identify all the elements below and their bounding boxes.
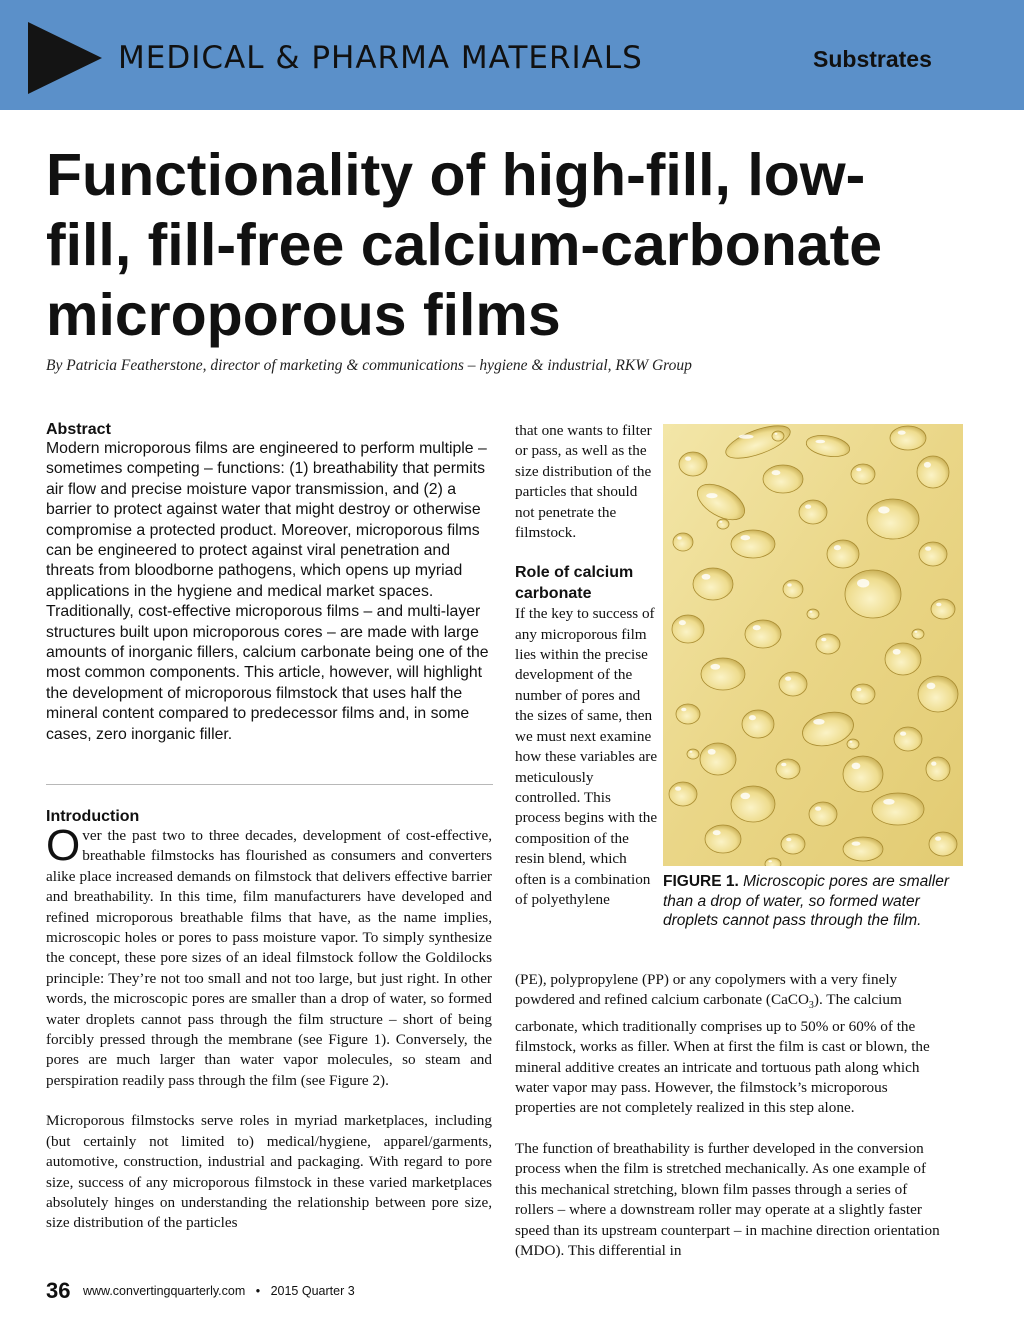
role-text-wide-pre: (PE), polypropylene (PP) or any copolymers with a very finely powdered and refined calcium carbonate (CaCO xyxy=(515,971,898,1009)
role-text-narrow: If the key to success of any microporous film lies within the precise development of the number of pores and the sizes of same, then we must next examine how these variables are meticulously controlled. This process begins with the composition of the resin blend, which often is a combination of polyethylene xyxy=(515,605,658,908)
water-droplet xyxy=(845,570,901,618)
water-droplet xyxy=(776,759,800,779)
droplet-highlight xyxy=(893,649,901,655)
droplet-highlight xyxy=(677,536,681,539)
water-droplet xyxy=(783,580,803,598)
water-droplet xyxy=(742,710,774,738)
subsection-title: Substrates xyxy=(813,46,932,72)
water-droplet xyxy=(872,793,924,825)
droplet-highlight xyxy=(898,430,906,434)
page-footer xyxy=(46,1278,355,1304)
water-droplet xyxy=(799,500,827,524)
droplet-highlight xyxy=(936,603,941,607)
water-droplet xyxy=(912,629,924,639)
water-droplet xyxy=(731,530,775,558)
water-droplet xyxy=(672,615,704,643)
droplet-highlight xyxy=(805,504,811,508)
droplet-highlight xyxy=(834,545,841,550)
droplet-highlight xyxy=(719,521,722,523)
water-droplets-illustration xyxy=(663,424,963,866)
abstract-heading: Abstract xyxy=(46,421,111,438)
water-droplet xyxy=(809,802,837,826)
water-droplet xyxy=(894,727,922,751)
water-droplet xyxy=(867,499,919,539)
introduction-paragraph-2: Microporous filmstocks serve roles in myriad marketplaces, including (but certainly not limited to) medical/hygiene, apparel/garments, automotive, construction, industrial and packaging. With regard to pore size, success of any microporous filmstock in these varied marketplaces absolutely hinges on understanding the relationship between pore size, size distribution of the particles xyxy=(46,1112,492,1232)
droplet-highlight xyxy=(849,741,852,743)
role-heading: Role of calcium carbonate xyxy=(515,564,634,602)
water-droplet xyxy=(717,519,729,529)
water-droplet xyxy=(687,749,699,759)
droplet-highlight xyxy=(713,830,721,835)
water-droplet xyxy=(917,456,949,488)
droplet-highlight xyxy=(774,433,777,435)
droplet-highlight xyxy=(679,620,686,625)
water-droplet xyxy=(926,757,950,781)
water-droplet xyxy=(705,825,741,853)
water-droplet xyxy=(731,786,775,822)
figure-caption-text: Microscopic pores are smaller than a drop of water, so formed water droplets cannot pass through the film. xyxy=(663,873,949,929)
droplet-highlight xyxy=(856,688,861,692)
droplet-highlight xyxy=(927,683,936,689)
water-droplet xyxy=(827,540,859,568)
figure-1-photo xyxy=(663,424,963,866)
water-droplet xyxy=(772,431,784,441)
water-droplet xyxy=(851,684,875,704)
water-droplet xyxy=(919,542,947,566)
breathability-paragraph: The function of breathability is further developed in the conversion process when the film is stretched mechanically. As one example of this mechanical stretching, blown film passes through a series of rollers – where a downstream roller may operate at a slightly faster speed than its upstream counterpart – in machine direction orientation (MDO). This differential in xyxy=(515,1139,940,1259)
droplet-highlight xyxy=(883,799,894,805)
droplet-highlight xyxy=(702,574,711,580)
water-droplet xyxy=(931,599,955,619)
droplet-highlight xyxy=(708,749,716,755)
continued-text: that one wants to filter or pass, as well as the size distribution of the particles that should not penetrate the filmstock. xyxy=(515,422,652,542)
droplet-highlight xyxy=(739,434,754,438)
page-number: 36 xyxy=(46,1278,71,1303)
droplet-highlight xyxy=(935,836,941,840)
drop-cap: O xyxy=(46,821,81,870)
water-droplet xyxy=(816,634,840,654)
water-droplet xyxy=(669,782,697,806)
droplet-highlight xyxy=(710,664,720,670)
role-text-wide xyxy=(515,970,947,1119)
water-droplet xyxy=(843,837,883,861)
droplet-highlight xyxy=(857,579,869,588)
droplet-highlight xyxy=(749,715,756,720)
droplet-highlight xyxy=(809,611,812,613)
abstract-text: Modern microporous films are engineered to perform multiple – sometimes competing – functions: (1) breathability that permits air flow and precise moisture vapor transmission, and (2) a barrier to protect against water that might destroy or otherwise compromise a protected product. Moreover, microporous films can be engineered to protect against viral penetration and threats from bloodborne pathogens, which opens up myriad applications in the hygiene and medical market spaces. Traditionally, cost-effective microporous films – and multi-layer structures built upon microporous cores – are made with large amounts of inorganic fillers, calcium carbonate being one of the most common components. This article, however, will highlight the development of microporous filmstock that uses half the mineral content compared to predecessor films and, in some cases, zero inorganic filler. xyxy=(46,440,489,743)
droplet-highlight xyxy=(675,786,681,790)
droplet-highlight xyxy=(856,468,861,472)
byline: By Patricia Featherstone, director of marketing & communications – hygiene & industrial, RKW Group xyxy=(46,357,692,374)
water-droplet xyxy=(745,620,781,648)
introduction-paragraph-1 xyxy=(46,821,492,1091)
water-droplet xyxy=(779,672,807,696)
droplet-highlight xyxy=(786,838,791,842)
right-column-narrow xyxy=(515,421,659,910)
water-droplet xyxy=(851,464,875,484)
introduction-p1-text: ver the past two to three decades, development of cost-effective, breathable filmstocks has flourished as consumers and converters alike place increased demands on filmstock that delivers effective barrier and breathability. In this time, film manufacturers have developed and refined microporous breathable films that have, as the name implies, microscopic holes or pores to pass moisture vapor. To simply synthesize the concept, these pore sizes of an ideal filmstock follow the Goldilocks principle: They’re not too small and not too large, but just right. In other words, the microscopic pores are smaller than a drop of water, so formed water droplets cannot pass through the film structure – short of being forcibly pressed through the membrane (see Figure 1). Conversely, the pores are much larger than water vapor molecules, so steam and perspiration readily pass through the film (see Figure 2). xyxy=(46,827,492,1089)
droplet-highlight xyxy=(815,806,821,810)
droplet-highlight xyxy=(787,583,791,586)
figure-label: FIGURE 1. xyxy=(663,873,739,890)
water-droplet xyxy=(676,704,700,724)
droplet-highlight xyxy=(772,470,781,475)
water-droplet xyxy=(885,643,921,675)
water-droplet xyxy=(918,676,958,712)
droplet-highlight xyxy=(785,676,791,680)
droplet-highlight xyxy=(740,535,750,540)
droplet-highlight xyxy=(689,751,692,753)
caco3-subscript: 3 xyxy=(808,1000,814,1012)
droplet-highlight xyxy=(931,761,936,765)
droplet-highlight xyxy=(821,638,826,642)
triangle-arrow-icon xyxy=(28,22,102,94)
droplet-highlight xyxy=(900,731,906,735)
water-droplet xyxy=(781,834,805,854)
droplet-highlight xyxy=(878,506,889,513)
droplet-highlight xyxy=(685,456,691,460)
water-droplet xyxy=(843,756,883,792)
footer-url: www.convertingquarterly.com xyxy=(82,1284,246,1298)
footer-issue: 2015 Quarter 3 xyxy=(270,1284,355,1298)
droplet-highlight xyxy=(681,708,686,712)
droplet-highlight xyxy=(753,625,761,630)
section-title: MEDICAL & PHARMA MATERIALS xyxy=(118,40,643,76)
footer-separator: • xyxy=(255,1284,261,1298)
article-title: Functionality of high-fill, low-fill, fill-free calcium-carbonate microporous films xyxy=(46,142,883,348)
droplet-highlight xyxy=(781,763,786,767)
droplet-highlight xyxy=(706,493,717,498)
divider xyxy=(46,784,493,785)
water-droplet xyxy=(700,743,736,775)
droplet-highlight xyxy=(924,462,931,468)
droplet-highlight xyxy=(813,719,824,725)
water-droplet xyxy=(847,739,859,749)
water-droplet xyxy=(890,426,926,450)
figure-1-caption xyxy=(663,872,973,931)
water-droplet xyxy=(929,832,957,856)
right-column-wide xyxy=(515,970,947,1261)
droplet-highlight xyxy=(815,440,825,444)
abstract xyxy=(46,421,493,745)
droplet-highlight xyxy=(740,793,750,799)
introduction-heading: Introduction xyxy=(46,808,140,825)
water-droplet xyxy=(807,609,819,619)
droplet-highlight xyxy=(852,841,861,845)
water-droplet xyxy=(763,465,803,493)
water-droplet xyxy=(701,658,745,690)
water-droplet xyxy=(679,452,707,476)
water-droplet xyxy=(693,568,733,600)
role-text-wide-post: ). The calcium carbonate, which traditionally comprises up to 50% or 60% of the filmstock, works as filler. When at first the film is cast or blown, the mineral additive creates an intricate and tortuous path along which water vapor may pass. However, the filmstock’s microporous properties are not completely realized in this step alone. xyxy=(515,991,930,1117)
droplet-highlight xyxy=(914,631,917,633)
droplet-highlight xyxy=(768,860,772,862)
droplet-highlight xyxy=(852,763,861,769)
droplet-highlight xyxy=(925,546,931,550)
section-banner xyxy=(0,0,1024,110)
water-droplet xyxy=(673,533,693,551)
introduction xyxy=(46,808,492,1234)
